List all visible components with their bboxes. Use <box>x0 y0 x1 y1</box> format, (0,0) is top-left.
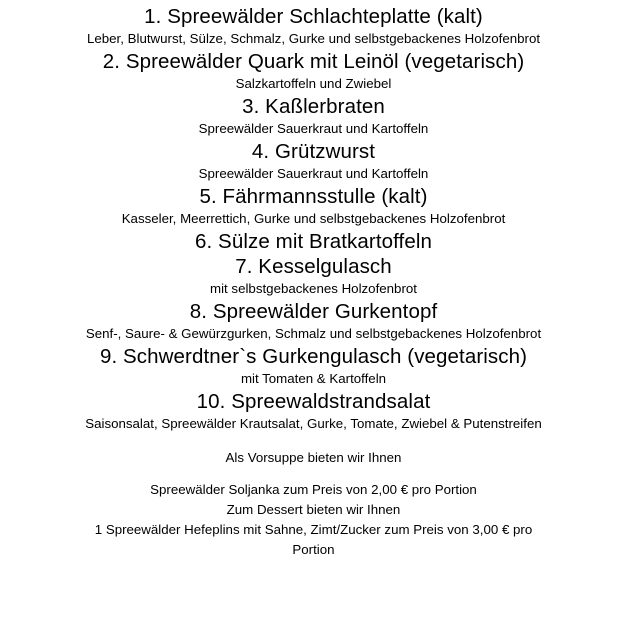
menu-item <box>14 229 613 254</box>
menu-item <box>14 184 613 229</box>
menu-item-description: Salzkartoffeln und Zwiebel <box>235 76 392 91</box>
menu-item-title: 5. Fährmannsstulle (kalt) <box>199 185 428 208</box>
menu-item <box>14 49 613 94</box>
menu-item-description: Senf-, Saure- & Gewürzgurken, Schmalz und selbstgebackenes Holzofenbrot <box>85 326 542 341</box>
menu-item-title: 7. Kesselgulasch <box>235 255 392 278</box>
menu-item-title: 1. Spreewälder Schlachteplatte (kalt) <box>144 5 483 28</box>
menu-item-description: Kasseler, Meerrettich, Gurke und selbstgebackenes Holzofenbrot <box>121 211 506 226</box>
menu-item-description: mit Tomaten & Kartoffeln <box>240 371 387 386</box>
menu-item <box>14 344 613 389</box>
menu-item <box>14 139 613 184</box>
soup-price-text: Spreewälder Soljanka zum Preis von 2,00 € pro Portion <box>150 482 477 497</box>
menu-item-title: 2. Spreewälder Quark mit Leinöl (vegetarisch) <box>102 50 525 73</box>
menu-item <box>14 299 613 344</box>
menu-item <box>14 94 613 139</box>
menu-item-title: 6. Sülze mit Bratkartoffeln <box>194 230 433 253</box>
menu-item-title: 9. Schwerdtner`s Gurkengulasch (vegetarisch) <box>99 345 528 368</box>
menu-item-description: Spreewälder Sauerkraut und Kartoffeln <box>198 121 429 136</box>
soup-intro-text: Als Vorsuppe bieten wir Ihnen <box>225 450 402 465</box>
menu-item-title: 10. Spreewaldstrandsalat <box>196 390 431 413</box>
menu-item-title: 4. Grützwurst <box>251 140 376 163</box>
menu-item-description: Leber, Blutwurst, Sülze, Schmalz, Gurke und selbstgebackenes Holzofenbrot <box>86 31 541 46</box>
menu-item-description: Saisonsalat, Spreewälder Krautsalat, Gurke, Tomate, Zwiebel & Putenstreifen <box>85 416 542 431</box>
menu-item-title: 3. Kaßlerbraten <box>242 95 385 118</box>
menu-item <box>14 389 613 434</box>
menu-item <box>14 254 613 299</box>
footer-spacer <box>14 468 613 480</box>
dessert-price-text: 1 Spreewälder Hefeplins mit Sahne, Zimt/Zucker zum Preis von 3,00 € pro Portion <box>94 522 533 557</box>
menu-item <box>14 4 613 49</box>
menu-item-description: Spreewälder Sauerkraut und Kartoffeln <box>198 166 429 181</box>
menu-footer <box>14 448 613 560</box>
dessert-intro-text: Zum Dessert bieten wir Ihnen <box>226 502 401 517</box>
menu-item-description: mit selbstgebackenes Holzofenbrot <box>210 281 417 296</box>
menu-item-title: 8. Spreewälder Gurkentopf <box>189 300 438 323</box>
